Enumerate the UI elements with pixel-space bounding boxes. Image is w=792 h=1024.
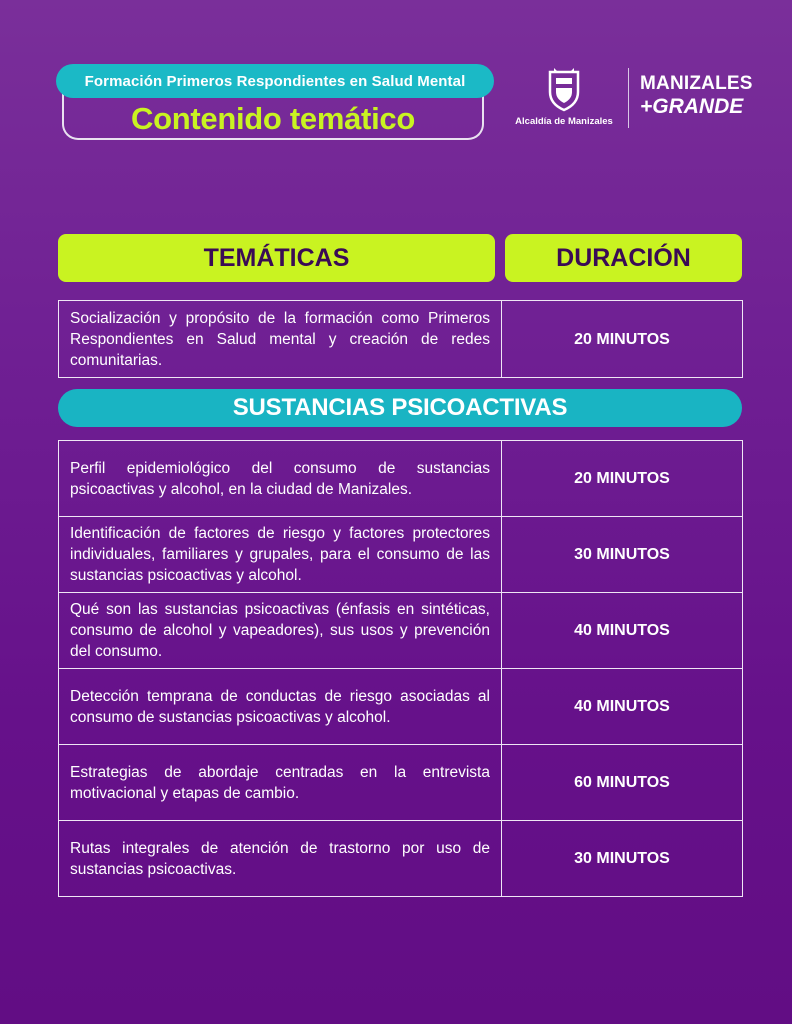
topic-cell: Detección temprana de conductas de riesgo asociadas al consumo de sustancias psicoactivas y alcohol.: [59, 669, 502, 745]
table-row: [59, 517, 743, 593]
duration-cell: 20 MINUTOS: [502, 441, 743, 517]
duration-cell: 20 MINUTOS: [502, 301, 743, 378]
topics-table: [58, 440, 743, 897]
topic-cell: Identificación de factores de riesgo y factores protectores individuales, familiares y grupales, para el consumo de las sustancias psicoactivas y alcohol.: [59, 517, 502, 593]
topic-cell: Estrategias de abordaje centradas en la entrevista motivacional y etapas de cambio.: [59, 745, 502, 821]
table-row: [59, 821, 743, 897]
table-row: [59, 593, 743, 669]
duration-cell: 40 MINUTOS: [502, 669, 743, 745]
topic-cell: Qué son las sustancias psicoactivas (énfasis en sintéticas, consumo de alcohol y vapeadores), sus usos y prevención del consumo.: [59, 593, 502, 669]
table-row: [59, 669, 743, 745]
alcaldia-logo: [508, 66, 620, 132]
program-subtitle: Formación Primeros Respondientes en Salud Mental: [56, 64, 494, 98]
manizales-grande-logo: [640, 73, 753, 126]
topic-cell: Rutas integrales de atención de trastorno por uso de sustancias psicoactivas.: [59, 821, 502, 897]
coat-of-arms-icon: [544, 66, 584, 112]
brand-line-1: MANIZALES: [640, 73, 753, 94]
duration-cell: 60 MINUTOS: [502, 745, 743, 821]
logo-divider: [628, 68, 629, 128]
table-row: [59, 441, 743, 517]
intro-table: [58, 300, 743, 378]
brand-line-2: +GRANDE: [640, 95, 744, 118]
section-title: SUSTANCIAS PSICOACTIVAS: [58, 389, 742, 427]
alcaldia-label: Alcaldía de Manizales: [515, 116, 613, 127]
column-header-topics: TEMÁTICAS: [58, 234, 495, 282]
duration-cell: 40 MINUTOS: [502, 593, 743, 669]
duration-cell: 30 MINUTOS: [502, 821, 743, 897]
table-row: [59, 301, 743, 378]
table-row: [59, 745, 743, 821]
duration-cell: 30 MINUTOS: [502, 517, 743, 593]
page-title: Contenido temático: [131, 101, 415, 136]
topic-cell: Socialización y propósito de la formación como Primeros Respondientes en Salud mental y creación de redes comunitarias.: [59, 301, 502, 378]
column-header-duration: DURACIÓN: [505, 234, 742, 282]
topic-cell: Perfil epidemiológico del consumo de sustancias psicoactivas y alcohol, en la ciudad de Manizales.: [59, 441, 502, 517]
